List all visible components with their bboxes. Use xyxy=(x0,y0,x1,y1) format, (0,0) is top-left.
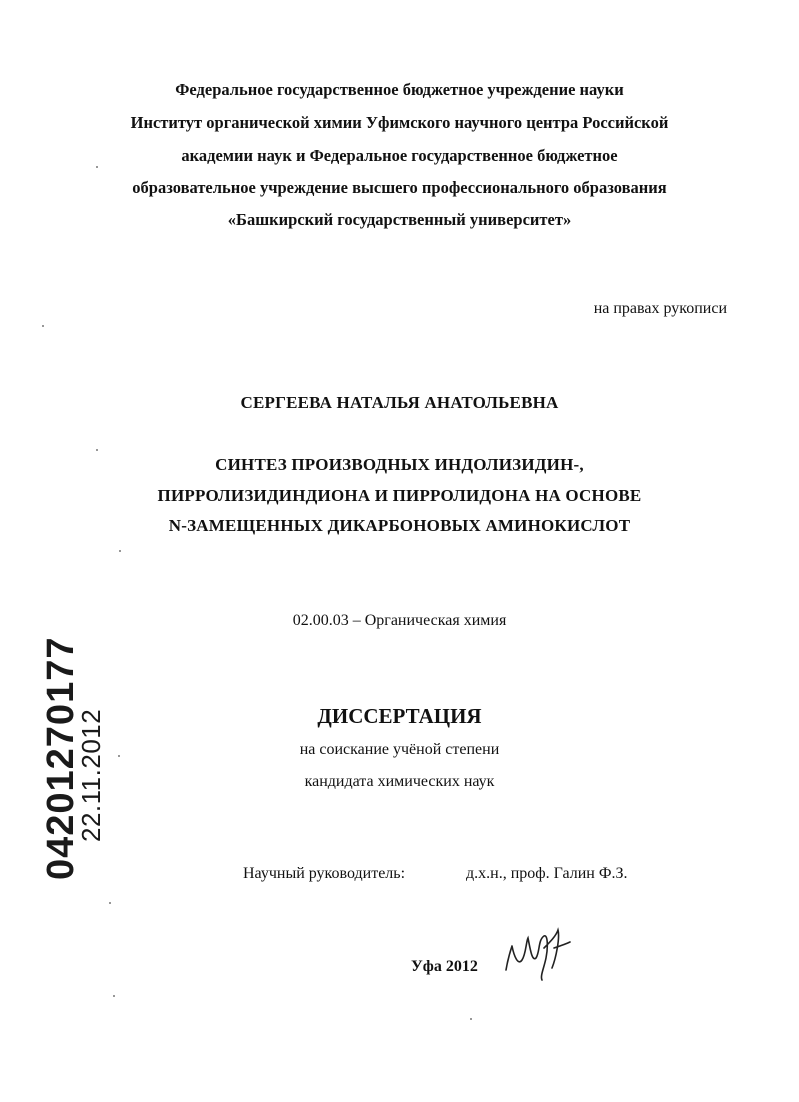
specialty: 02.00.03 – Органическая химия xyxy=(292,612,507,629)
institution-line-2: Институт органической химии Уфимского научного центра Российской xyxy=(130,113,669,132)
scan-speck xyxy=(109,902,111,904)
signature-icon xyxy=(496,918,576,988)
scan-speck xyxy=(96,166,98,168)
institution-line-5: «Башкирский государственный университет» xyxy=(227,210,572,229)
registration-date: 22.11.2012 xyxy=(76,708,106,842)
scan-speck xyxy=(113,995,115,997)
degree-line-2: кандидата химических наук xyxy=(304,773,495,790)
institution-line-4: образовательное учреждение высшего профессионального образования xyxy=(132,178,667,197)
manuscript-note: на правах рукописи xyxy=(593,300,727,317)
title-line-2: ПИРРОЛИЗИДИНДИОНА И ПИРРОЛИДОНА НА ОСНОВЕ xyxy=(157,486,642,505)
scan-speck xyxy=(42,325,44,327)
degree-line-1: на соискание учёной степени xyxy=(299,741,500,758)
supervisor-label: Научный руководитель: xyxy=(243,865,406,882)
supervisor-name: д.х.н., проф. Галин Ф.З. xyxy=(466,865,628,882)
scan-speck xyxy=(119,550,121,552)
scan-speck xyxy=(470,1018,472,1020)
title-line-1: СИНТЕЗ ПРОИЗВОДНЫХ ИНДОЛИЗИДИН-, xyxy=(215,455,584,474)
document-type: ДИССЕРТАЦИЯ xyxy=(317,704,482,728)
title-line-3: N-ЗАМЕЩЕННЫХ ДИКАРБОНОВЫХ АМИНОКИСЛОТ xyxy=(168,516,631,535)
place-year: Уфа 2012 xyxy=(411,958,478,975)
author-name: СЕРГЕЕВА НАТАЛЬЯ АНАТОЛЬЕВНА xyxy=(240,393,559,412)
scan-speck xyxy=(118,755,120,757)
institution-line-1: Федеральное государственное бюджетное учреждение науки xyxy=(175,80,624,99)
scan-speck xyxy=(96,449,98,451)
institution-line-3: академии наук и Федеральное государственное бюджетное xyxy=(181,146,618,165)
registration-number: 04201270177 xyxy=(40,636,82,880)
